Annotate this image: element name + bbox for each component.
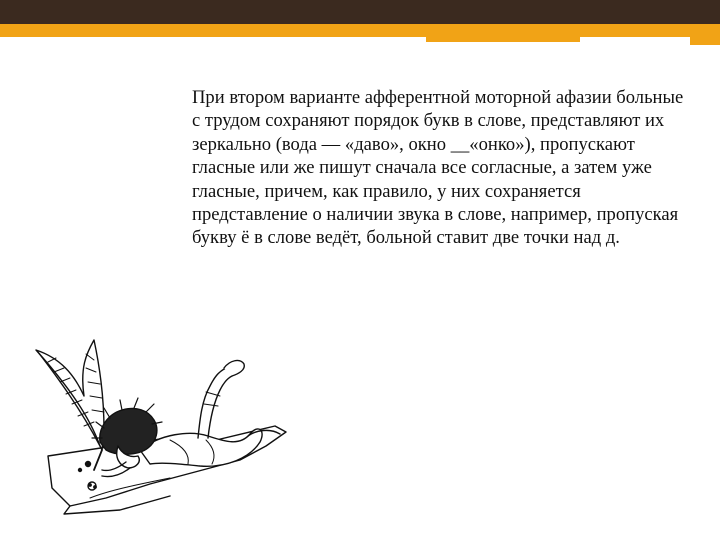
top-header-bar xyxy=(0,0,720,24)
accent-strip xyxy=(426,37,580,42)
accent-strip-right xyxy=(690,37,720,45)
body-paragraph: При втором варианте афферентной моторной афазии больные с трудом сохраняют порядок букв в слове, представляют их зеркально (вода — «даво», окно __«онко»), пропускают гласные или же пишут сначала все согласные, а затем уже гласные, причем, как правило, у них сохраняется представление о наличии звука в слове, например, пропуская букву ё в слове ведёт, больной ставит две точки над д. xyxy=(192,87,684,249)
child-writing-with-quill-icon xyxy=(30,338,340,533)
accent-bar xyxy=(0,24,720,37)
